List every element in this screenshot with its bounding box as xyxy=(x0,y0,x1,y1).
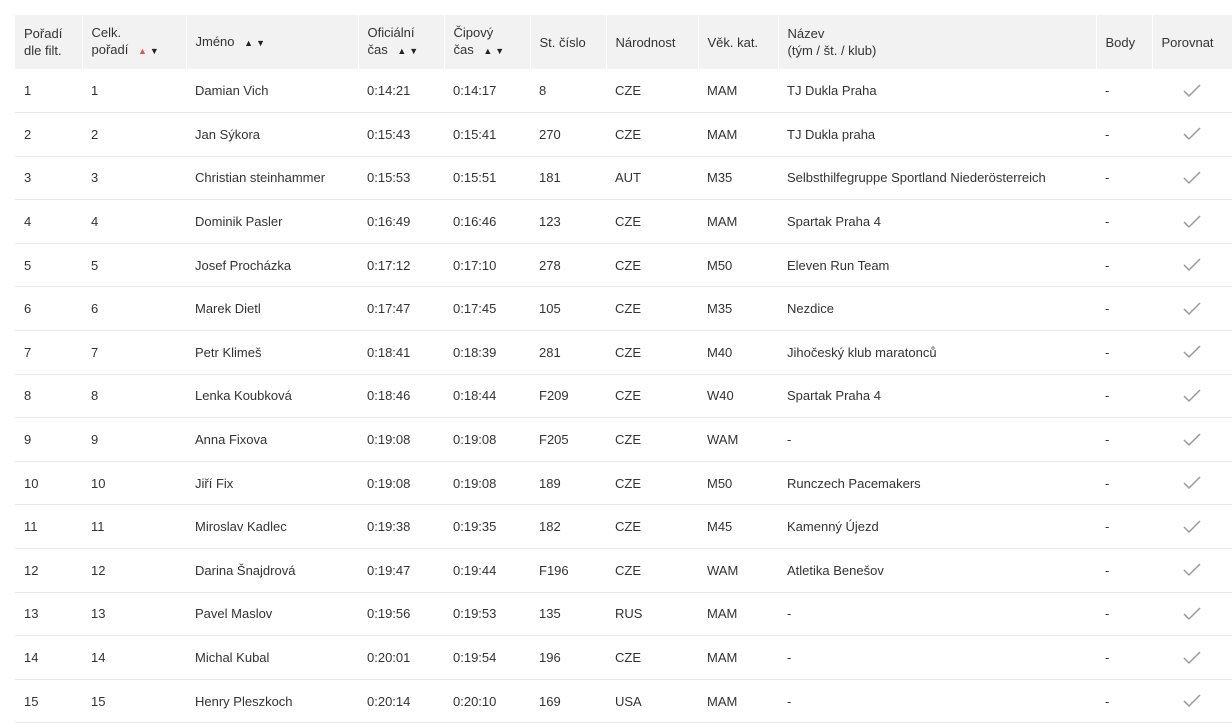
rank-total-cell: 13 xyxy=(91,606,106,622)
rank-filter-cell: 2 xyxy=(24,126,32,142)
nationality-cell: CZE xyxy=(615,126,641,142)
compare-check-icon[interactable] xyxy=(1182,214,1202,230)
name-cell: Marek Dietl xyxy=(195,301,261,317)
nationality-cell: CZE xyxy=(615,475,641,491)
table-row xyxy=(15,592,1232,636)
compare-cell xyxy=(1152,243,1232,287)
official-time-cell: 0:19:08 xyxy=(367,475,411,491)
official-time-cell: 0:15:53 xyxy=(367,170,411,186)
age-category-cell: WAM xyxy=(707,432,739,448)
age-category-cell: MAM xyxy=(707,83,738,99)
official-time-cell: 0:18:41 xyxy=(367,344,411,360)
points-cell: - xyxy=(1105,170,1110,186)
rank-filter-cell: 4 xyxy=(24,214,32,230)
nationality-cell: CZE xyxy=(615,432,641,448)
compare-cell xyxy=(1152,331,1232,375)
rank-filter-cell: 13 xyxy=(24,606,39,622)
points-cell: - xyxy=(1105,301,1110,317)
name-cell: Michal Kubal xyxy=(195,650,270,666)
table-row xyxy=(15,287,1232,331)
rank-filter-cell: 5 xyxy=(24,257,32,273)
compare-cell xyxy=(1152,113,1232,157)
points-cell: - xyxy=(1105,83,1110,99)
sort-arrows xyxy=(397,43,421,60)
compare-check-icon[interactable] xyxy=(1182,170,1202,186)
age-category-cell: WAM xyxy=(707,562,739,578)
nationality-cell: CZE xyxy=(615,388,641,404)
compare-cell xyxy=(1152,418,1232,462)
compare-cell xyxy=(1152,374,1232,418)
col-team: Název (tým / št. / klub) xyxy=(778,15,1096,69)
chip-time-cell: 0:17:10 xyxy=(453,257,497,273)
compare-check-icon[interactable] xyxy=(1182,126,1202,142)
points-cell: - xyxy=(1105,693,1110,709)
official-time-cell: 0:20:01 xyxy=(367,650,411,666)
compare-cell xyxy=(1152,549,1232,593)
bib-cell: 169 xyxy=(539,693,561,709)
rank-total-cell: 7 xyxy=(91,344,99,360)
team-cell: - xyxy=(787,606,792,622)
chip-time-cell: 0:19:08 xyxy=(453,475,497,491)
rank-total-cell: 1 xyxy=(91,83,99,99)
team-cell: Atletika Benešov xyxy=(787,562,884,578)
table-row xyxy=(15,636,1232,680)
rank-total-cell: 9 xyxy=(91,432,99,448)
bib-cell: F209 xyxy=(539,388,569,404)
age-category-cell: M35 xyxy=(707,170,733,186)
official-time-cell: 0:15:43 xyxy=(367,126,411,142)
name-cell: Jan Sýkora xyxy=(195,126,261,142)
sort-desc-icon[interactable]: ▼ xyxy=(256,37,268,48)
rank-filter-cell: 3 xyxy=(24,170,32,186)
compare-cell xyxy=(1152,679,1232,723)
table-row xyxy=(15,200,1232,244)
sort-asc-icon[interactable]: ▲ xyxy=(397,46,410,56)
team-cell: - xyxy=(787,432,792,448)
points-cell: - xyxy=(1105,650,1110,666)
age-category-cell: MAM xyxy=(707,214,738,230)
bib-cell: 189 xyxy=(539,475,561,491)
nationality-cell: CZE xyxy=(615,562,641,578)
sort-asc-icon[interactable]: ▲ xyxy=(244,37,257,48)
bib-cell: F196 xyxy=(539,562,569,578)
col-name[interactable]: Jméno ▲▼ xyxy=(186,15,358,69)
team-cell: Runczech Pacemakers xyxy=(787,475,921,491)
compare-check-icon[interactable] xyxy=(1182,257,1202,273)
chip-time-cell: 0:14:17 xyxy=(453,83,497,99)
points-cell: - xyxy=(1105,606,1110,622)
age-category-cell: MAM xyxy=(707,606,738,622)
team-cell: Nezdice xyxy=(787,301,834,317)
table-body xyxy=(15,69,1232,723)
table-row xyxy=(15,156,1232,200)
compare-cell xyxy=(1152,461,1232,505)
age-category-cell: W40 xyxy=(707,388,734,404)
results-table xyxy=(15,15,1232,723)
chip-time-cell: 0:19:35 xyxy=(453,519,497,535)
compare-check-icon[interactable] xyxy=(1182,83,1202,99)
rank-filter-cell: 1 xyxy=(24,83,32,99)
team-cell: - xyxy=(787,693,792,709)
compare-check-icon[interactable] xyxy=(1182,432,1202,448)
nationality-cell: CZE xyxy=(615,344,641,360)
points-cell: - xyxy=(1105,519,1110,535)
age-category-cell: MAM xyxy=(707,126,738,142)
table-row xyxy=(15,418,1232,462)
name-cell: Petr Klimeš xyxy=(195,344,262,360)
rank-filter-cell: 6 xyxy=(24,301,32,317)
compare-cell xyxy=(1152,156,1232,200)
name-cell: Dominik Pasler xyxy=(195,214,283,230)
rank-filter-cell: 11 xyxy=(24,519,38,535)
rank-total-cell: 14 xyxy=(91,650,106,666)
nationality-cell: CZE xyxy=(615,83,641,99)
chip-time-cell: 0:18:39 xyxy=(453,344,497,360)
rank-total-cell: 12 xyxy=(91,562,106,578)
rank-total-cell: 15 xyxy=(91,693,106,709)
table-row xyxy=(15,505,1232,549)
bib-cell: 105 xyxy=(539,301,561,317)
chip-time-cell: 0:15:41 xyxy=(453,126,497,142)
bib-cell: F205 xyxy=(539,432,569,448)
bib-cell: 270 xyxy=(539,126,561,142)
points-cell: - xyxy=(1105,432,1110,448)
table-row xyxy=(15,549,1232,593)
team-cell: - xyxy=(787,650,792,666)
points-cell: - xyxy=(1105,344,1110,360)
name-cell: Josef Procházka xyxy=(195,257,292,273)
chip-time-cell: 0:15:51 xyxy=(453,170,497,186)
col-rank-filter: Pořadí dle filt. xyxy=(15,15,82,69)
chip-time-cell: 0:19:54 xyxy=(453,650,497,666)
chip-time-cell: 0:19:53 xyxy=(453,606,497,622)
col-points: Body xyxy=(1096,15,1152,69)
bib-cell: 135 xyxy=(539,606,561,622)
nationality-cell: CZE xyxy=(615,214,641,230)
official-time-cell: 0:19:47 xyxy=(367,562,411,578)
chip-time-cell: 0:19:08 xyxy=(453,432,497,448)
official-time-cell: 0:19:38 xyxy=(367,519,411,535)
nationality-cell: AUT xyxy=(615,170,641,186)
chip-time-cell: 0:18:44 xyxy=(453,388,497,404)
bib-cell: 278 xyxy=(539,257,561,273)
points-cell: - xyxy=(1105,388,1110,404)
rank-total-cell: 2 xyxy=(91,126,99,142)
team-cell: TJ Dukla praha xyxy=(787,126,876,142)
sort-desc-icon[interactable]: ▼ xyxy=(409,46,422,56)
team-cell: TJ Dukla Praha xyxy=(787,83,877,99)
rank-filter-cell: 9 xyxy=(24,432,32,448)
compare-cell xyxy=(1152,592,1232,636)
chip-time-cell: 0:16:46 xyxy=(453,214,497,230)
rank-filter-cell: 15 xyxy=(24,693,39,709)
col-nationality: Národnost xyxy=(606,15,698,69)
bib-cell: 123 xyxy=(539,214,561,230)
col-official-time[interactable]: Oficiální čas ▲▼ xyxy=(358,15,444,69)
nationality-cell: CZE xyxy=(615,519,641,535)
name-cell: Lenka Koubková xyxy=(195,388,292,404)
age-category-cell: M50 xyxy=(707,257,733,273)
rank-total-cell: 3 xyxy=(91,170,99,186)
bib-cell: 181 xyxy=(539,170,561,186)
official-time-cell: 0:18:46 xyxy=(367,388,411,404)
official-time-cell: 0:19:56 xyxy=(367,606,411,622)
team-cell: Spartak Praha 4 xyxy=(787,388,881,404)
results-table-container xyxy=(15,15,1232,723)
compare-cell xyxy=(1152,636,1232,680)
bib-cell: 281 xyxy=(539,344,561,360)
compare-check-icon[interactable] xyxy=(1182,475,1202,491)
name-cell: Jiří Fix xyxy=(195,475,234,491)
sort-desc-icon[interactable]: ▼ xyxy=(495,46,508,56)
compare-cell xyxy=(1152,287,1232,331)
rank-total-cell: 11 xyxy=(91,519,105,535)
official-time-cell: 0:17:47 xyxy=(367,301,411,317)
col-compare: Porovnat xyxy=(1161,34,1214,50)
compare-check-icon[interactable] xyxy=(1182,606,1202,622)
age-category-cell: M50 xyxy=(707,475,733,491)
rank-total-cell: 4 xyxy=(91,214,99,230)
compare-check-icon[interactable] xyxy=(1182,562,1202,578)
col-age-category: Věk. kat. xyxy=(698,15,778,69)
age-category-cell: M45 xyxy=(707,519,733,535)
team-cell: Jihočeský klub maratonců xyxy=(787,344,937,360)
table-row xyxy=(15,679,1232,723)
team-cell: Spartak Praha 4 xyxy=(787,214,881,230)
age-category-cell: M35 xyxy=(707,301,733,317)
name-cell: Darina Šnajdrová xyxy=(195,562,296,578)
rank-filter-cell: 8 xyxy=(24,388,32,404)
chip-time-cell: 0:20:10 xyxy=(453,693,497,709)
nationality-cell: CZE xyxy=(615,257,641,273)
compare-cell xyxy=(1152,69,1232,113)
bib-cell: 196 xyxy=(539,650,561,666)
age-category-cell: MAM xyxy=(707,650,738,666)
sort-asc-icon[interactable]: ▲ xyxy=(138,46,150,56)
rank-filter-cell: 10 xyxy=(24,475,39,491)
age-category-cell: M40 xyxy=(707,344,733,360)
col-rank-total[interactable]: Celk. pořadí ▲▼ xyxy=(82,15,186,69)
nationality-cell: USA xyxy=(615,693,642,709)
official-time-cell: 0:17:12 xyxy=(367,257,411,273)
compare-check-icon[interactable] xyxy=(1182,519,1202,535)
rank-filter-cell: 14 xyxy=(24,650,39,666)
table-header-row xyxy=(15,15,1232,69)
col-bib: St. číslo xyxy=(530,15,606,69)
chip-time-cell: 0:17:45 xyxy=(453,301,497,317)
age-category-cell: MAM xyxy=(707,693,738,709)
table-row xyxy=(15,113,1232,157)
compare-check-icon[interactable] xyxy=(1182,693,1202,709)
rank-total-cell: 10 xyxy=(91,475,106,491)
rank-total-cell: 8 xyxy=(91,388,99,404)
table-row xyxy=(15,374,1232,418)
rank-total-cell: 5 xyxy=(91,257,99,273)
compare-check-icon[interactable] xyxy=(1182,344,1202,360)
nationality-cell: RUS xyxy=(615,606,643,622)
sort-arrows xyxy=(483,43,507,60)
bib-cell: 182 xyxy=(539,519,561,535)
name-cell: Miroslav Kadlec xyxy=(195,519,287,535)
rank-total-cell: 6 xyxy=(91,301,99,317)
nationality-cell: CZE xyxy=(615,650,641,666)
points-cell: - xyxy=(1105,126,1110,142)
points-cell: - xyxy=(1105,475,1110,491)
official-time-cell: 0:19:08 xyxy=(367,432,411,448)
name-cell: Anna Fixova xyxy=(195,432,268,448)
compare-cell xyxy=(1152,505,1232,549)
table-row xyxy=(15,461,1232,505)
sort-desc-icon[interactable]: ▼ xyxy=(149,46,162,56)
points-cell: - xyxy=(1105,214,1110,230)
points-cell: - xyxy=(1105,257,1110,273)
name-cell: Henry Pleszkoch xyxy=(195,693,293,709)
name-cell: Damian Vich xyxy=(195,83,269,99)
team-cell: Eleven Run Team xyxy=(787,257,890,273)
name-cell: Pavel Maslov xyxy=(195,606,273,622)
col-chip-time[interactable]: Čipový čas ▲▼ xyxy=(444,15,530,69)
points-cell: - xyxy=(1105,562,1110,578)
chip-time-cell: 0:19:44 xyxy=(453,562,497,578)
name-cell: Christian steinhammer xyxy=(195,170,326,186)
table-row xyxy=(15,69,1232,113)
sort-arrows xyxy=(244,35,268,52)
nationality-cell: CZE xyxy=(615,301,641,317)
compare-check-icon[interactable] xyxy=(1182,301,1202,317)
sort-asc-icon[interactable]: ▲ xyxy=(483,46,496,56)
official-time-cell: 0:16:49 xyxy=(367,214,411,230)
table-row xyxy=(15,243,1232,287)
official-time-cell: 0:14:21 xyxy=(367,83,411,99)
sort-arrows xyxy=(138,43,162,60)
table-row xyxy=(15,331,1232,375)
team-cell: Selbsthilfegruppe Sportland Niederösterreich xyxy=(787,170,1046,186)
bib-cell: 8 xyxy=(539,83,547,99)
team-cell: Kamenný Újezd xyxy=(787,519,879,535)
compare-check-icon[interactable] xyxy=(1182,650,1202,666)
compare-cell xyxy=(1152,200,1232,244)
rank-filter-cell: 7 xyxy=(24,344,32,360)
rank-filter-cell: 12 xyxy=(24,562,39,578)
official-time-cell: 0:20:14 xyxy=(367,693,411,709)
compare-check-icon[interactable] xyxy=(1182,388,1202,404)
